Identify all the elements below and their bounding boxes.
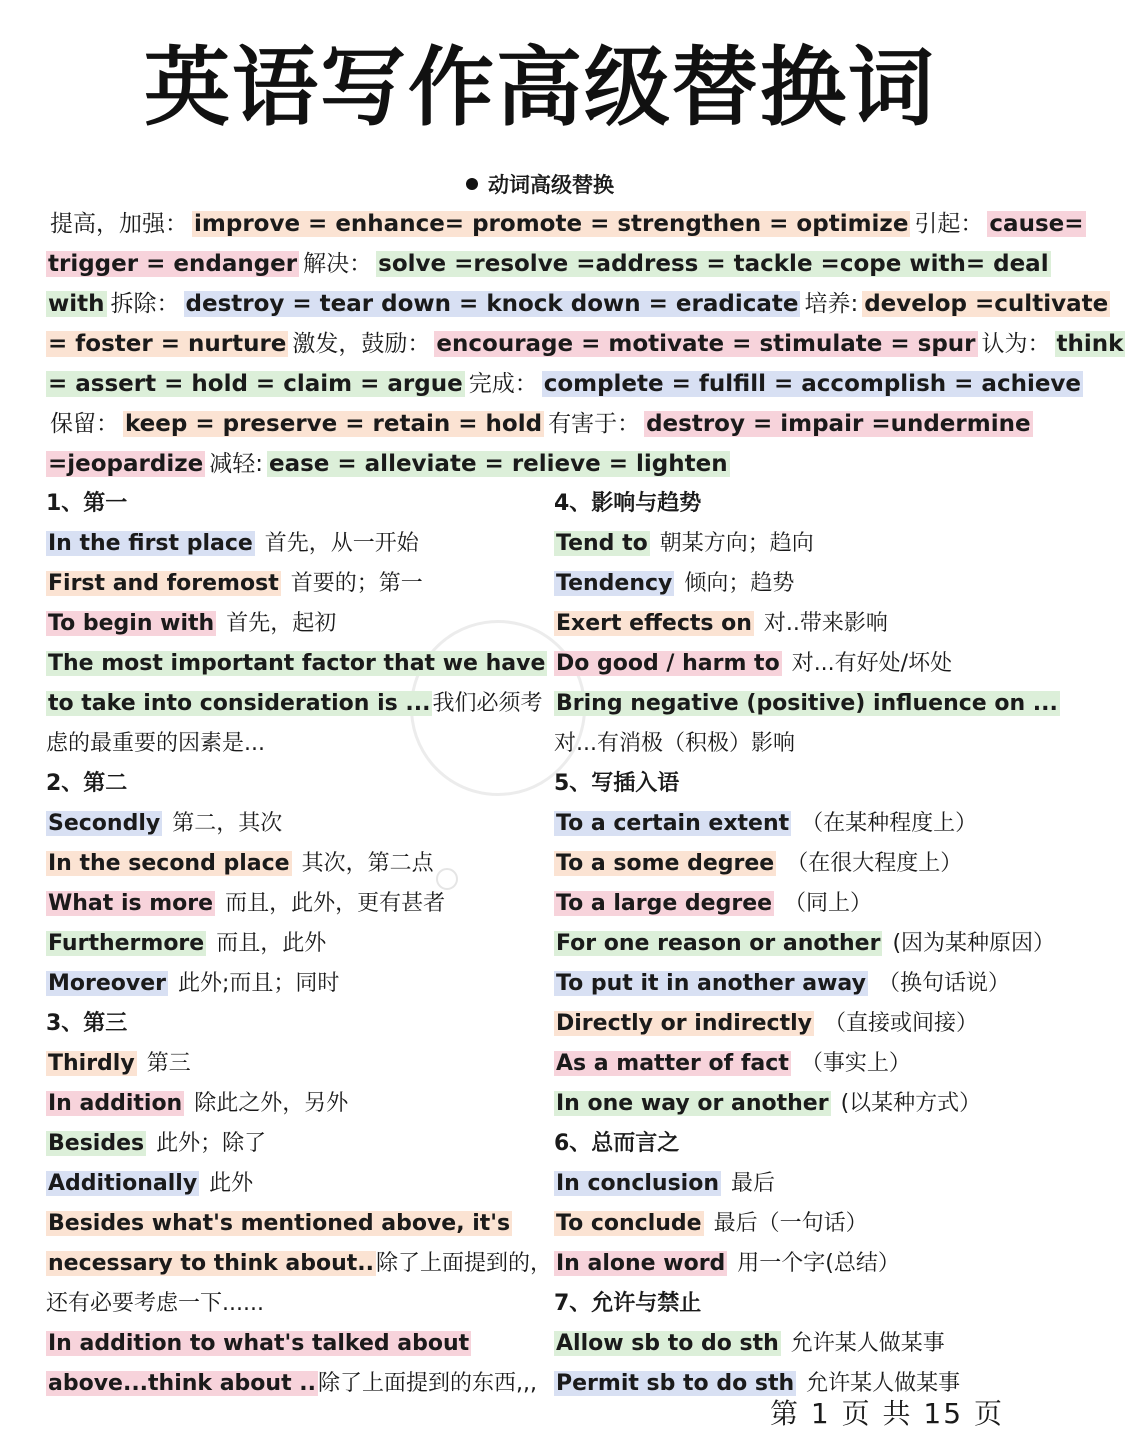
phrase-chinese: （事实上） [800,1051,911,1076]
page-title: 英语写作高级替换词 [144,38,936,138]
synonym-group: keep = preserve = retain = hold [125,411,543,437]
phrase-chinese: （在很大程度上） [786,851,963,876]
synonym-group: improve = enhance= promote = strengthen = optimize [194,211,909,237]
phrase-english: To a large degree [556,891,773,916]
verb-paragraph [46,204,1124,484]
phrase-english: As a matter of fact [556,1051,789,1076]
synonym-group: = foster = nurture [48,331,287,357]
phrase-english: To begin with [48,611,215,636]
bullet-dot-icon [466,178,478,190]
phrase-row [554,1164,1044,1204]
phrase-english: In addition to what's talked about [48,1331,470,1356]
phrase-english: For one reason or another [556,931,881,956]
synonym-group: trigger = endanger [48,251,298,277]
phrase-chinese: 允许某人做某事 [806,1371,961,1396]
phrase-row [554,1244,1044,1284]
phrase-chinese: 除了上面提到的， [376,1251,553,1276]
translation-line: 虑的最重要的因素是... [46,731,265,756]
phrase-chinese: 最后 [730,1171,775,1196]
phrase-row [554,1084,1044,1124]
section-label [0,170,1080,200]
phrase-chinese: 除此之外，另外 [194,1091,349,1116]
phrase-row [46,524,536,564]
phrase-chinese: 而且，此外，更有甚者 [225,891,446,916]
phrase-row [554,604,1044,644]
phrase-row [554,924,1056,964]
left-column [46,484,553,1404]
phrase-chinese: 用一个字(总结） [737,1251,900,1276]
phrase-english: necessary to think about.. [48,1251,374,1276]
phrase-row [554,524,1044,564]
phrase-row [46,1124,536,1164]
chinese-label: 认为： [981,331,1051,357]
synonym-group: develop =cultivate [864,291,1109,317]
phrase-chinese: 此外 [209,1171,254,1196]
phrase-english: Allow sb to do sth [556,1331,779,1356]
paragraph-line [46,364,1082,404]
translation-line: 还有必要考虑一下...... [46,1291,264,1316]
phrase-english: Secondly [48,811,161,836]
section-heading: 6、总而言之 [554,1131,680,1156]
phrase-row [46,1244,553,1284]
phrase-chinese: (以某种方式） [840,1091,982,1116]
phrase-english: Tendency [556,571,673,596]
paragraph-line [46,204,1084,244]
phrase-english: to take into consideration is ... [48,691,431,716]
phrase-chinese: 最后（一句话） [713,1211,868,1236]
phrase-row [554,844,1044,884]
phrase-chinese: 对..带来影响 [763,611,888,636]
paragraph-line [46,444,1036,484]
right-column [554,484,1058,1404]
phrase-row [46,1324,536,1364]
phrase-chinese: 此外；除了 [156,1131,267,1156]
phrase-row [46,964,536,1004]
phrase-chinese: 此外;而且；同时 [178,971,340,996]
section-heading: 5、写插入语 [554,771,680,796]
chinese-label: 保留： [50,411,119,437]
phrase-row [46,644,546,684]
phrase-chinese: 朝某方向；趋向 [659,531,814,556]
phrase-chinese: 首先，起初 [226,611,337,636]
page-footer: 第 1 页 共 15 页 [770,1397,1004,1430]
phrase-chinese: 首先，从一开始 [264,531,419,556]
phrase-row [46,604,536,644]
chinese-label: 提高，加强： [50,211,188,237]
phrase-english: To a some degree [556,851,775,876]
chinese-label: 培养: [804,291,859,317]
synonym-group: = assert = hold = claim = argue [48,371,463,397]
phrase-row [46,1044,536,1084]
translation-line: 对...有消极（积极）影响 [554,731,795,756]
phrase-english: In the first place [48,531,253,556]
paragraph-line [46,284,1109,324]
phrase-row [46,924,536,964]
phrase-english: Besides [48,1131,145,1156]
phrase-english: Additionally [48,1171,198,1196]
phrase-chinese: 允许某人做某事 [790,1331,945,1356]
phrase-chinese: 第二，其次 [172,811,283,836]
section-heading: 1、第一 [46,491,128,516]
paragraph-line [46,324,1124,364]
chinese-label: 减轻: [209,451,263,477]
phrase-chinese: 首要的；第一 [290,571,423,596]
phrase-english: The most important factor that we have [48,651,546,676]
chinese-label: 引起： [914,211,984,237]
phrase-english: In the second place [48,851,290,876]
phrase-english: In alone word [556,1251,726,1276]
phrase-chinese: (因为某种原因） [892,931,1056,956]
phrase-row [554,684,1058,724]
synonym-group: with [48,291,105,317]
phrase-row [46,844,536,884]
synonym-group: complete = fulfill = accomplish = achieve [543,371,1082,397]
synonym-group: destroy = tear down = knock down = eradicate [185,291,799,317]
chinese-label: 拆除： [110,291,180,317]
phrase-english: Exert effects on [556,611,752,636]
phrase-chinese: （同上） [784,891,873,916]
synonym-group: solve =resolve =address = tackle =cope with= deal [378,251,1049,277]
phrase-chinese: 第三 [146,1051,191,1076]
phrase-row [46,1164,536,1204]
phrase-english: Moreover [48,971,167,996]
phrase-row [554,804,1044,844]
phrase-english: In one way or another [556,1091,829,1116]
phrase-row [46,884,536,924]
synonym-group: cause= [989,211,1084,237]
phrase-english: In addition [48,1091,183,1116]
synonym-group: encourage = motivate = stimulate = spur [436,331,976,357]
chinese-label: 解决： [303,251,373,277]
phrase-english: Tend to [556,531,648,556]
phrase-english: Thirdly [48,1051,135,1076]
phrase-english: First and foremost [48,571,279,596]
phrase-row [46,1364,536,1404]
phrase-chinese: （直接或间接） [824,1011,979,1036]
phrase-chinese: 除了上面提到的东西,,, [317,1371,537,1396]
section-label-text: 动词高级替换 [488,173,614,197]
phrase-chinese: 我们必须考 [432,691,543,716]
phrase-chinese: 其次，第二点 [301,851,434,876]
phrase-english: Permit sb to do sth [556,1371,795,1396]
phrase-row [46,804,536,844]
synonym-group: =jeopardize [48,451,204,477]
phrase-row [46,684,543,724]
section-heading: 4、影响与趋势 [554,491,702,516]
phrase-row [554,1004,1044,1044]
phrase-chinese: （换句话说） [877,971,1010,996]
section-heading: 7、允许与禁止 [554,1291,702,1316]
synonym-group: destroy = impair =undermine [646,411,1031,437]
phrase-english: Furthermore [48,931,205,956]
chinese-label: 完成： [468,371,538,397]
paragraph-line [46,404,1036,444]
phrase-row [46,1084,536,1124]
paragraph-line [46,244,1049,284]
phrase-row [554,1204,1044,1244]
phrase-chinese: 倾向；趋势 [684,571,795,596]
section-heading: 2、第二 [46,771,128,796]
phrase-english: above...think about .. [48,1371,316,1396]
phrase-row [554,964,1044,1004]
phrase-row [554,1324,1044,1364]
phrase-row [554,1044,1044,1084]
section-heading: 3、第三 [46,1011,128,1036]
phrase-chinese: 对...有好处/坏处 [791,651,953,676]
phrase-english: Besides what's mentioned above, it's [48,1211,511,1236]
phrase-chinese: 而且，此外 [216,931,327,956]
phrase-chinese: （在某种程度上） [801,811,978,836]
phrase-row [554,644,1044,684]
phrase-english: What is more [48,891,214,916]
phrase-row [46,1204,536,1244]
phrase-english: In conclusion [556,1171,719,1196]
phrase-row [46,564,536,604]
phrase-english: Bring negative (positive) influence on ... [556,691,1058,716]
phrase-english: Directly or indirectly [556,1011,812,1036]
phrase-english: Do good / harm to [556,651,780,676]
chinese-label: 有害于： [548,411,641,437]
chinese-label: 激发，鼓励： [292,331,431,357]
phrase-row [554,564,1044,604]
phrase-english: To conclude [556,1211,702,1236]
phrase-english: To put it in another away [556,971,866,996]
phrase-english: To a certain extent [556,811,790,836]
synonym-group: ease = alleviate = relieve = lighten [268,451,728,477]
synonym-group: think [1056,331,1124,357]
phrase-row [554,884,1044,924]
